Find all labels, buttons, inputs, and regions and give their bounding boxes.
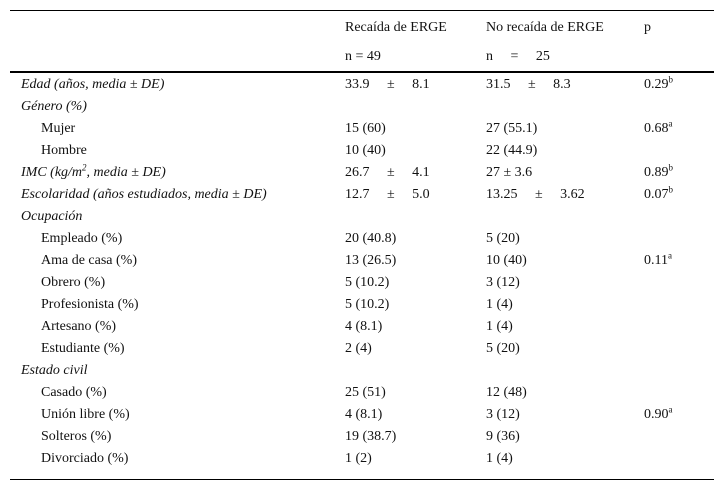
no-recaida-value: 3 (12) bbox=[486, 407, 520, 422]
p-value-number: 0.68 bbox=[644, 121, 669, 136]
recaida-value: 4 (8.1) bbox=[345, 319, 383, 334]
recaida-value: 2 (4) bbox=[345, 341, 372, 356]
row-sublabel: Mujer bbox=[41, 121, 76, 136]
header-col1-n: n = 49 bbox=[345, 49, 381, 64]
row-label bbox=[21, 162, 166, 181]
row-sublabel: Empleado (%) bbox=[41, 231, 123, 246]
p-value-footnote-mark: a bbox=[668, 118, 673, 129]
p-value-number: 0.07 bbox=[644, 187, 669, 202]
recaida-value: 25 (51) bbox=[345, 385, 386, 400]
recaida-value: 26.7 ± 4.1 bbox=[345, 165, 430, 180]
p-value-footnote-mark: b bbox=[668, 74, 673, 85]
no-recaida-value: 9 (36) bbox=[486, 429, 520, 444]
row-label-text: IMC (kg/m bbox=[21, 165, 83, 180]
recaida-value: 12.7 ± 5.0 bbox=[345, 187, 430, 202]
no-recaida-value: 3 (12) bbox=[486, 275, 520, 290]
no-recaida-value: 1 (4) bbox=[486, 451, 513, 466]
row-sublabel: Casado (%) bbox=[41, 385, 107, 400]
p-value-footnote-mark: b bbox=[668, 162, 673, 173]
row-label: Ocupación bbox=[21, 209, 83, 224]
no-recaida-value: 22 (44.9) bbox=[486, 143, 538, 158]
header-p-title: p bbox=[644, 20, 651, 35]
no-recaida-value: 13.25 ± 3.62 bbox=[486, 187, 585, 202]
row-label: Edad (años, media ± DE) bbox=[21, 77, 165, 92]
row-sublabel: Hombre bbox=[41, 143, 87, 158]
row-sublabel: Divorciado (%) bbox=[41, 451, 129, 466]
row-label-text: , media ± DE) bbox=[86, 165, 166, 180]
p-value-footnote-mark: a bbox=[668, 404, 673, 415]
row-sublabel: Artesano (%) bbox=[41, 319, 117, 334]
row-label: Escolaridad (años estudiados, media ± DE) bbox=[21, 187, 267, 202]
recaida-value: 15 (60) bbox=[345, 121, 386, 136]
no-recaida-value: 27 ± 3.6 bbox=[486, 165, 533, 180]
p-value-footnote-mark: b bbox=[668, 184, 673, 195]
row-sublabel: Profesionista (%) bbox=[41, 297, 139, 312]
p-value-number: 0.90 bbox=[644, 407, 669, 422]
header-col2-n: n = 25 bbox=[486, 49, 550, 64]
row-label: Género (%) bbox=[21, 99, 87, 114]
no-recaida-value: 1 (4) bbox=[486, 319, 513, 334]
row-sublabel: Obrero (%) bbox=[41, 275, 106, 290]
no-recaida-value: 10 (40) bbox=[486, 253, 527, 268]
row-label-superscript: 2 bbox=[82, 162, 87, 173]
recaida-value: 20 (40.8) bbox=[345, 231, 397, 246]
p-value-footnote-mark: a bbox=[667, 250, 672, 261]
table-top-rule bbox=[10, 10, 714, 11]
header-col1-title: Recaída de ERGE bbox=[345, 20, 447, 35]
header-col2-title: No recaída de ERGE bbox=[486, 20, 604, 35]
recaida-value: 5 (10.2) bbox=[345, 275, 390, 290]
p-value-number: 0.89 bbox=[644, 165, 669, 180]
row-sublabel: Ama de casa (%) bbox=[41, 253, 138, 268]
recaida-value: 5 (10.2) bbox=[345, 297, 390, 312]
no-recaida-value: 5 (20) bbox=[486, 341, 520, 356]
p-value bbox=[644, 184, 673, 203]
p-value bbox=[644, 162, 673, 181]
row-sublabel: Solteros (%) bbox=[41, 429, 112, 444]
p-value-number: 0.11 bbox=[644, 253, 668, 268]
recaida-value: 13 (26.5) bbox=[345, 253, 397, 268]
recaida-value: 19 (38.7) bbox=[345, 429, 397, 444]
p-value bbox=[644, 118, 673, 137]
recaida-value: 4 (8.1) bbox=[345, 407, 383, 422]
p-value bbox=[644, 74, 673, 93]
no-recaida-value: 27 (55.1) bbox=[486, 121, 538, 136]
no-recaida-value: 12 (48) bbox=[486, 385, 527, 400]
p-value bbox=[644, 404, 673, 423]
no-recaida-value: 31.5 ± 8.3 bbox=[486, 77, 571, 92]
no-recaida-value: 1 (4) bbox=[486, 297, 513, 312]
no-recaida-value: 5 (20) bbox=[486, 231, 520, 246]
recaida-value: 33.9 ± 8.1 bbox=[345, 77, 430, 92]
row-sublabel: Estudiante (%) bbox=[41, 341, 125, 356]
p-value-number: 0.29 bbox=[644, 77, 669, 92]
table-header-rule bbox=[10, 71, 714, 73]
row-label: Estado civil bbox=[21, 363, 88, 378]
recaida-value: 10 (40) bbox=[345, 143, 386, 158]
p-value bbox=[644, 250, 672, 269]
row-sublabel: Unión libre (%) bbox=[41, 407, 130, 422]
table-bottom-rule bbox=[10, 479, 714, 480]
recaida-value: 1 (2) bbox=[345, 451, 372, 466]
